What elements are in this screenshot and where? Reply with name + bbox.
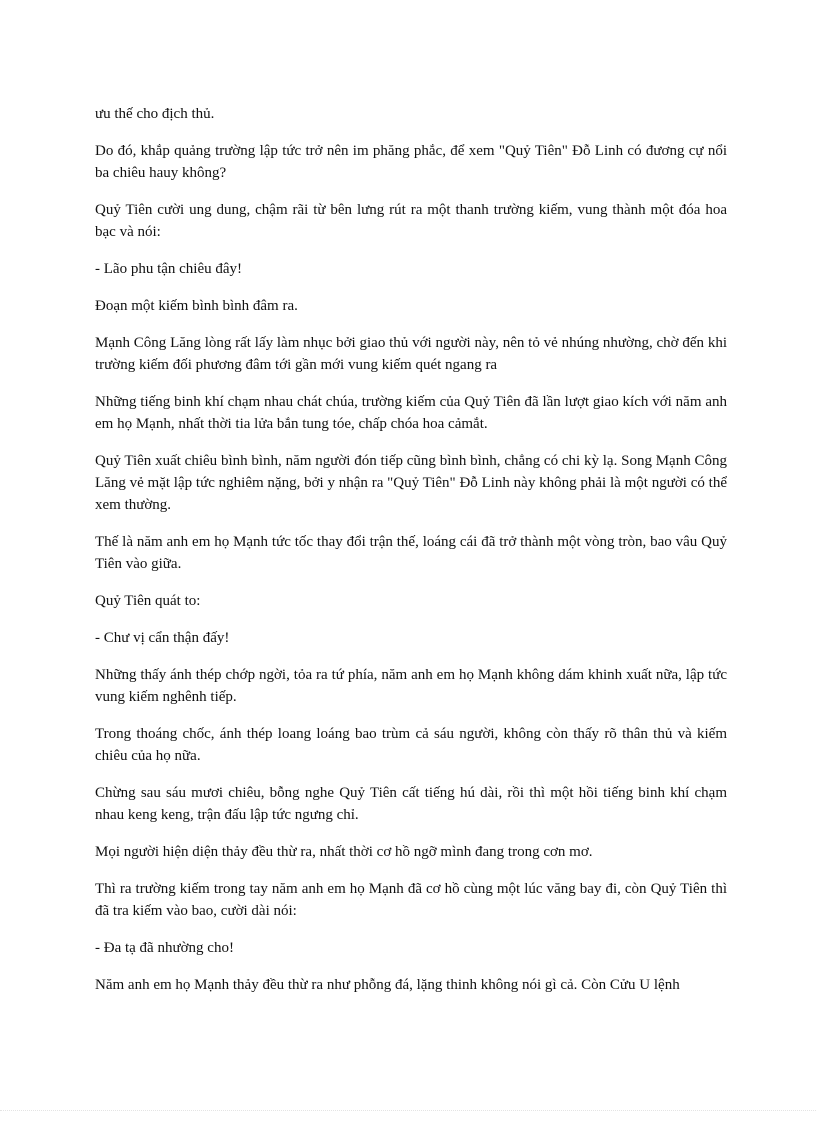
- document-body: [95, 103, 727, 996]
- page-bottom-divider: [0, 1110, 816, 1111]
- paragraph-10: Quỷ Tiên quát to:: [95, 593, 201, 609]
- paragraph-9: Thế là năm anh em họ Mạnh tức tốc thay đổi trận thế, loáng cái đã trở thành một vòng tròn, bao vâu Quỷ Tiên vào giữa.: [95, 534, 727, 572]
- paragraph-13: Trong thoáng chốc, ánh thép loang loáng bao trùm cả sáu người, không còn thấy rõ thân thủ và kiếm chiêu của họ nữa.: [95, 726, 727, 764]
- paragraph-2: Do đó, khắp quảng trường lập tức trở nên im phăng phắc, để xem "Quỷ Tiên" Đỗ Linh có đương cự nổi ba chiêu hauy không?: [95, 143, 727, 181]
- paragraph-3: Quỷ Tiên cười ung dung, chậm rãi từ bên lưng rút ra một thanh trường kiếm, vung thành một đóa hoa bạc và nói:: [95, 202, 727, 240]
- paragraph-5: Đoạn một kiếm bình bình đâm ra.: [95, 298, 298, 314]
- paragraph-17: - Đa tạ đã nhường cho!: [95, 940, 234, 956]
- paragraph-14: Chừng sau sáu mươi chiêu, bỗng nghe Quỷ Tiên cất tiếng hú dài, rồi thì một hồi tiếng binh khí chạm nhau keng keng, trận đấu lập tức ngưng chỉ.: [95, 785, 727, 823]
- paragraph-7: Những tiếng binh khí chạm nhau chát chúa, trường kiếm của Quỷ Tiên đã lần lượt giao kích với năm anh em họ Mạnh, nhất thời tia lửa bắn tung tóe, chấp chóa hoa cảmắt.: [95, 394, 727, 432]
- paragraph-16: Thì ra trường kiếm trong tay năm anh em họ Mạnh đã cơ hồ cùng một lúc văng bay đi, còn Quỷ Tiên thì đã tra kiếm vào bao, cười dài nói:: [95, 881, 727, 919]
- paragraph-11: - Chư vị cẩn thận đấy!: [95, 630, 230, 646]
- paragraph-1: ưu thế cho địch thủ.: [95, 106, 215, 122]
- paragraph-6: Mạnh Công Lăng lòng rất lấy làm nhục bởi giao thủ với người này, nên tỏ vẻ nhúng nhường, chờ đến khi trường kiếm đối phương đâm tới gần mới vung kiếm quét ngang ra: [95, 335, 727, 373]
- paragraph-15: Mọi người hiện diện thảy đều thừ ra, nhất thời cơ hồ ngỡ mình đang trong cơn mơ.: [95, 844, 593, 860]
- paragraph-4: - Lão phu tận chiêu đây!: [95, 261, 243, 277]
- paragraph-8: Quỷ Tiên xuất chiêu bình bình, năm người đón tiếp cũng bình bình, chẳng có chi kỳ lạ. Song Mạnh Công Lăng vẻ mặt lập tức nghiêm nặng, bởi y nhận ra "Quỷ Tiên" Đỗ Linh này không phải là một người có thể xem thường.: [95, 453, 727, 513]
- paragraph-18: Năm anh em họ Mạnh thảy đều thừ ra như phỗng đá, lặng thinh không nói gì cả. Còn Cửu U lệnh: [95, 977, 680, 993]
- paragraph-12: Những thấy ánh thép chớp ngời, tỏa ra tứ phía, năm anh em họ Mạnh không dám khinh xuất nữa, lập tức vung kiếm nghênh tiếp.: [95, 667, 727, 705]
